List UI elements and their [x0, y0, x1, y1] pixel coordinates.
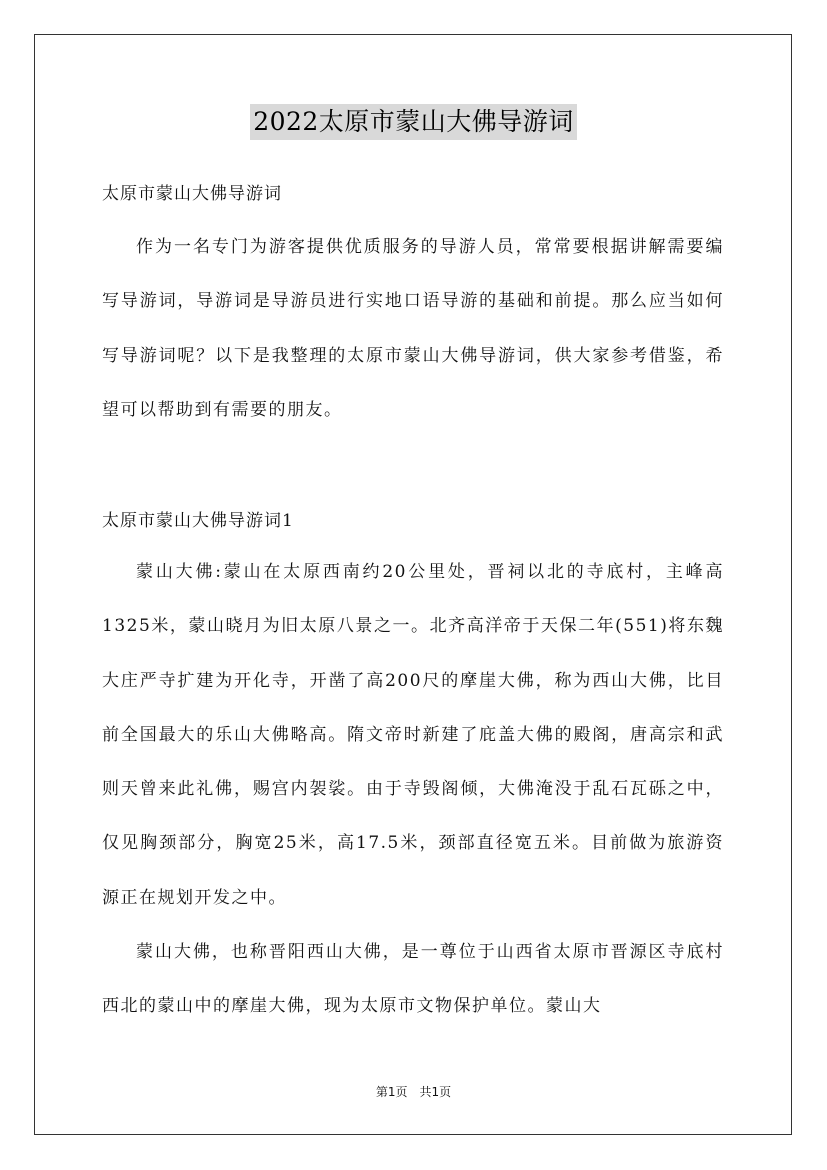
section-heading: 太原市蒙山大佛导游词1: [102, 511, 294, 531]
page-footer: 第1页 共1页: [375, 1085, 452, 1099]
intro-paragraph: 作为一名专门为游客提供优质服务的导游人员，常常要根据讲解需要编写导游词，导游词是导游员进行实地口语导游的基础和前提。那么应当如何写导游词呢？以下是我整理的太原市蒙山大佛导游词，供大家参考借鉴，希望可以帮助到有需要的朋友。: [102, 237, 724, 420]
document-subtitle: 太原市蒙山大佛导游词: [102, 184, 282, 204]
title-container: [0, 104, 827, 140]
body-paragraph-1: 蒙山大佛:蒙山在太原西南约20公里处，晋祠以北的寺底村，主峰高1325米，蒙山晓月为旧太原八景之一。北齐高洋帝于天保二年(551)将东魏大庄严寺扩建为开化寺，开凿了高200尺的摩崖大佛，称为西山大佛，比目前全国最大的乐山大佛略高。隋文帝时新建了庇盖大佛的殿阁，唐高宗和武则天曾来此礼佛，赐宫内袈裟。由于寺毁阁倾，大佛淹没于乱石瓦砾之中，仅见胸颈部分，胸宽25米，高17.5米，颈部直径宽五米。目前做为旅游资源正在规划开发之中。: [102, 562, 724, 908]
body-paragraph-2: 蒙山大佛，也称晋阳西山大佛，是一尊位于山西省太原市晋源区寺底村西北的蒙山中的摩崖大佛，现为太原市文物保护单位。蒙山大: [102, 942, 724, 1017]
document-title: 2022太原市蒙山大佛导游词: [250, 104, 577, 140]
